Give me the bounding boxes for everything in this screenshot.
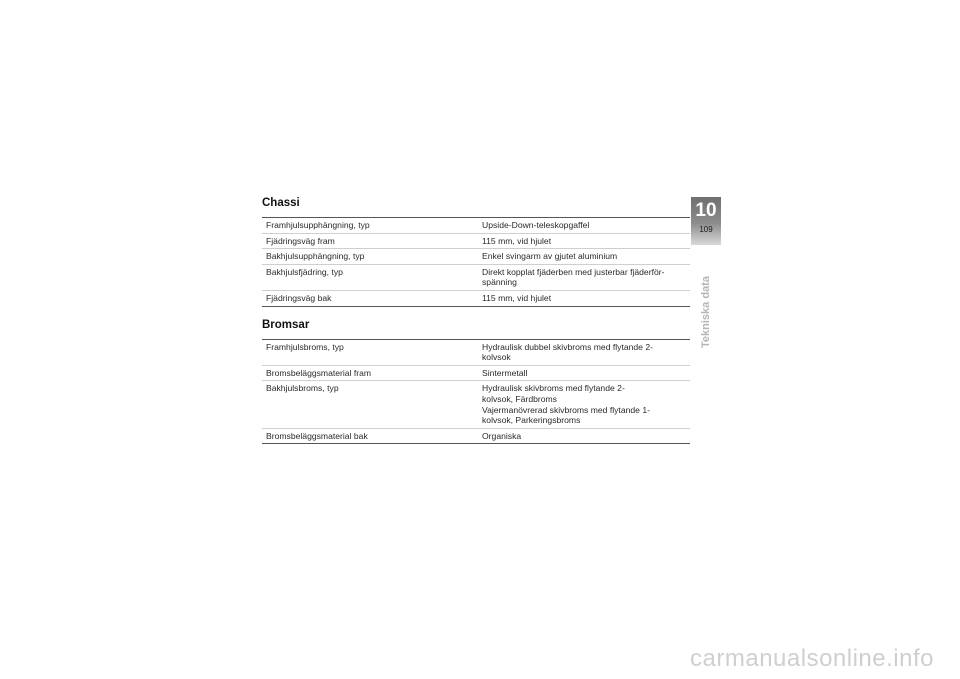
bromsar-spec-table: [262, 339, 690, 445]
spec-value: 115 mm, vid hjulet: [482, 292, 552, 303]
watermark: [0, 645, 960, 673]
section-title-chassi: Chassi: [262, 197, 300, 209]
spec-label: Fjädringsväg fram: [262, 233, 478, 249]
table-row: [262, 381, 690, 428]
spec-value: Hydraulisk skivbroms med flytande 2- kolvsok, Färdbroms Vajermanövrerad skivbroms med flytande 1- kolvsok, Parkeringsbroms: [478, 381, 690, 428]
spec-label: Bakhjulsfjädring, typ: [262, 264, 478, 290]
spec-value: Organiska: [482, 430, 522, 441]
table-row: [262, 249, 690, 265]
chapter-tab: [691, 197, 721, 245]
spec-label: Framhjulsbroms, typ: [262, 339, 478, 365]
section-title-bromsar: Bromsar: [262, 318, 310, 331]
table-row: [262, 233, 690, 249]
spec-label: Bromsbeläggsmaterial bak: [266, 430, 368, 441]
table-row: [262, 428, 690, 444]
table-row: [262, 218, 690, 234]
spec-label: Bromsbeläggsmaterial fram: [262, 365, 478, 381]
table-row: [262, 365, 690, 381]
spec-value: Direkt kopplat fjäderben med justerbar fjäderför- spänning: [478, 264, 690, 290]
spec-value: Enkel svingarm av gjutet aluminium: [478, 249, 690, 265]
page-number: 109: [699, 225, 713, 234]
spec-value: Hydraulisk dubbel skivbroms med flytande 2- kolvsok: [478, 339, 690, 365]
spec-value: 115 mm, vid hjulet: [478, 233, 690, 249]
chapter-label: Tekniska data: [700, 276, 712, 348]
table-row: [262, 290, 690, 306]
spec-label: Bakhjulsbroms, typ: [262, 381, 478, 428]
spec-value: Upside-Down-teleskopgaffel: [478, 218, 690, 234]
spec-value: Sintermetall: [478, 365, 690, 381]
spec-content: [262, 197, 690, 456]
spec-label: Framhjulsupphängning, typ: [262, 218, 478, 234]
chapter-number: 10: [695, 200, 717, 221]
watermark-text: carmanualsonline.info: [690, 645, 934, 672]
table-row: [262, 339, 690, 365]
chassi-spec-table: [262, 217, 690, 307]
spec-label: Fjädringsväg bak: [266, 292, 332, 303]
spec-label: Bakhjulsupphängning, typ: [262, 249, 478, 265]
table-row: [262, 264, 690, 290]
